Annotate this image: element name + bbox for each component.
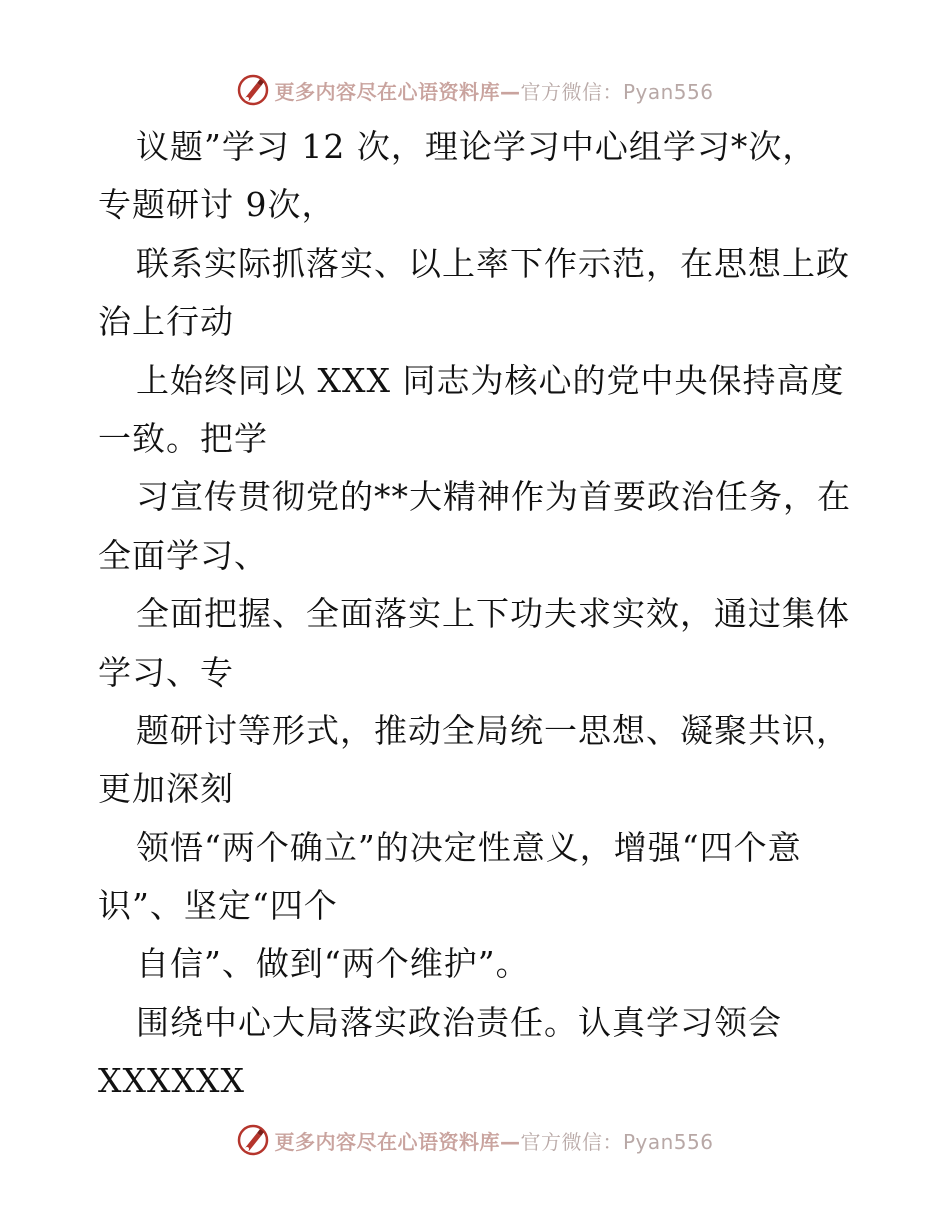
header-banner-text [274,76,713,105]
text-line: 全面把握、全面落实上下功夫求实效，通过集体 [136,594,850,634]
header-banner-tail: 官方微信：Pyan556 [520,79,714,104]
text-line: XXXXXX [98,1061,245,1101]
text-line: 领悟“两个确立”的决定性意义，增强“四个意 [136,827,802,867]
text-line: 习宣传贯彻党的**大精神作为首要政治任务，在 [136,477,851,517]
text-line: 全面学习、 [98,535,268,575]
header-banner-main: 更多内容尽在心语资料库— [274,79,521,104]
text-line: 识”、坚定“四个 [98,886,338,926]
text-line: 更加深刻 [98,769,234,809]
text-line: 一致。把学 [98,418,268,458]
text-line: 治上行动 [98,302,234,342]
footer-watermark-banner [0,1120,950,1160]
footer-banner-main: 更多内容尽在心语资料库— [274,1129,521,1154]
footer-banner-text [274,1126,713,1155]
text-line: 上始终同以 XXX 同志为核心的党中央保持高度 [136,360,845,400]
text-line: 专题研讨 9次， [98,185,336,225]
text-line: 自信”、做到“两个维护”。 [136,944,530,984]
footer-banner-tail: 官方微信：Pyan556 [520,1129,714,1154]
text-line: 围绕中心大局落实政治责任。认真学习领会 [136,1002,782,1042]
text-line: 题研讨等形式，推动全局统一思想、凝聚共识， [136,710,850,750]
text-line: 议题”学习 12 次，理论学习中心组学习*次， [136,127,817,166]
pen-seal-icon [236,73,270,107]
document-body [98,118,858,1111]
header-watermark-banner [0,70,950,110]
text-line: 联系实际抓落实、以上率下作示范，在思想上政 [136,243,850,283]
text-line: 学习、专 [98,652,234,692]
pen-seal-icon [236,1123,270,1157]
